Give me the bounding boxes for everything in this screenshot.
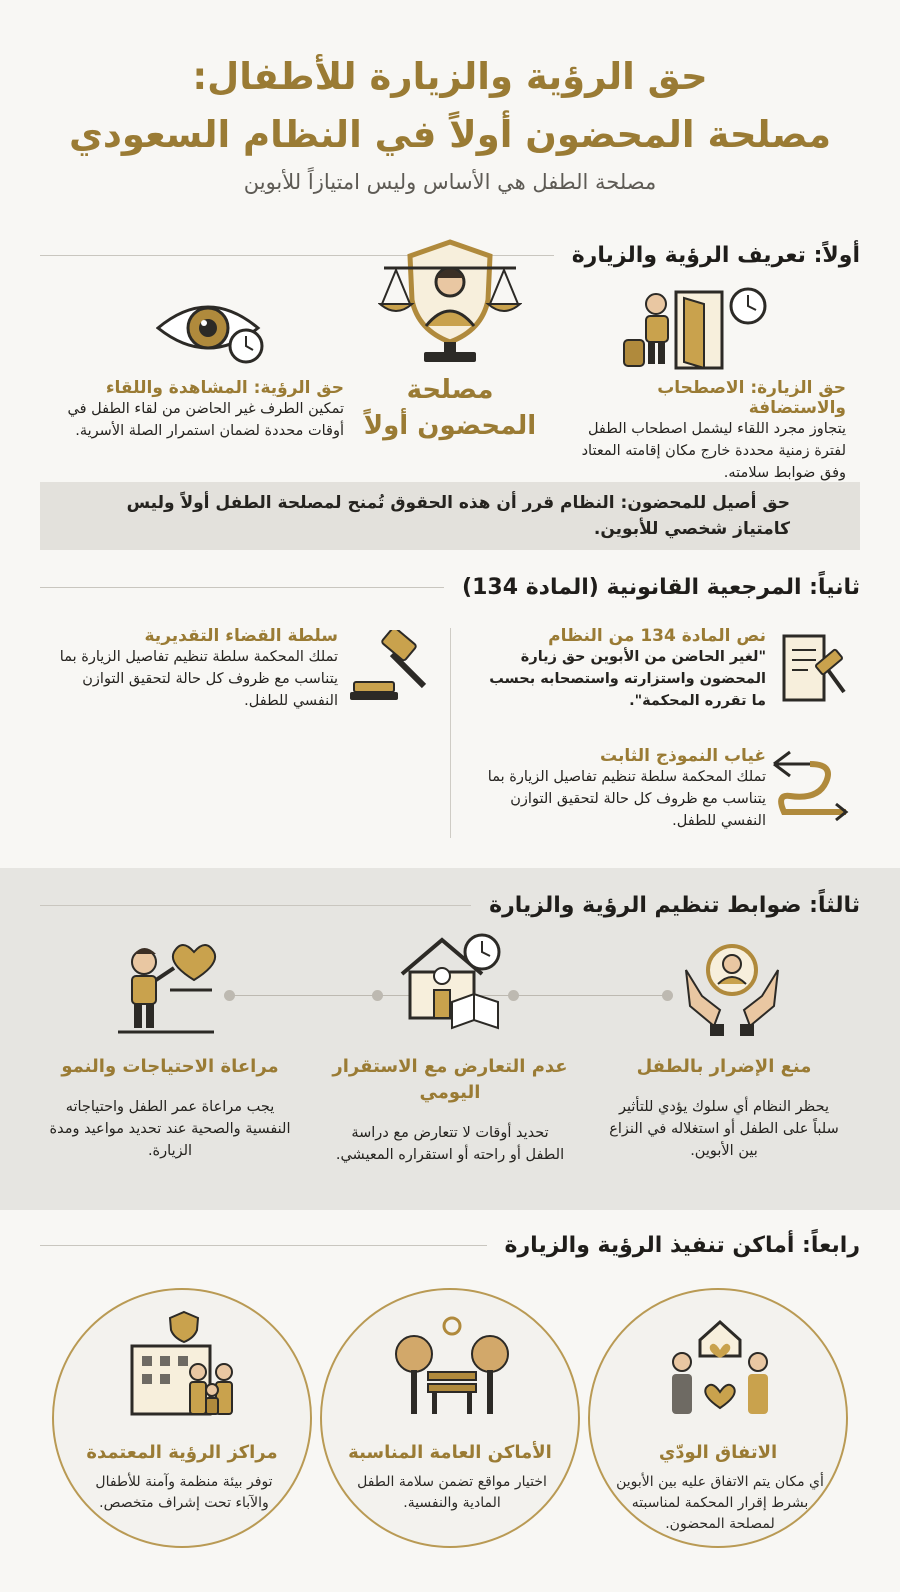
visitation-center-icon	[124, 1310, 244, 1430]
control-item-2-text: تحديد أوقات لا تتعارض مع دراسة الطفل أو راحته أو استقراره المعيشي.	[335, 1125, 565, 1163]
article-block	[476, 626, 766, 712]
section2-heading	[40, 570, 860, 604]
divider	[40, 905, 471, 906]
control-item-2	[330, 1054, 570, 1166]
place-card-1-title: الاتفاق الودّي	[658, 1442, 778, 1463]
center-label: مصلحة المحضون أولاً	[363, 375, 537, 441]
place-card-2-title: الأماكن العامة المناسبة	[348, 1442, 552, 1463]
control-item-1-title: منع الإضرار بالطفل	[636, 1056, 812, 1077]
divider	[40, 1245, 487, 1246]
connector-dot	[662, 990, 673, 1001]
hands-protect-icon	[680, 940, 784, 1040]
section1-title: أولاً: تعريف الرؤية والزيارة	[571, 242, 860, 268]
article-title: نص المادة 134 من النظام	[548, 626, 766, 646]
control-item-1-text: يحظر النظام أي سلوك يؤدي للتأثير سلباً على الطفل أو استغلاله في النزاع بين الأبوين.	[609, 1099, 839, 1159]
handshake-home-icon	[660, 1310, 780, 1430]
no-model-text: تملك المحكمة سلطة تنظيم تفاصيل الزيارة بما يتناسب مع ظروف كل حالة لتحقيق التوازن النفسي للطفل.	[487, 769, 766, 829]
section3-title: ثالثاً: ضوابط تنظيم الرؤية والزيارة	[489, 892, 860, 918]
place-card-2-text: اختيار مواقع تضمن سلامة الطفل المادية والنفسية.	[357, 1474, 547, 1511]
section4-heading	[40, 1228, 860, 1262]
court-block	[56, 626, 338, 712]
document-gavel-icon	[776, 630, 850, 706]
eye-clock-icon	[156, 296, 268, 366]
header	[0, 48, 900, 194]
gavel-icon	[350, 630, 432, 702]
court-text: تملك المحكمة سلطة تنظيم تفاصيل الزيارة بما يتناسب مع ظروف كل حالة لتحقيق التوازن النفسي للطفل.	[59, 649, 338, 709]
place-card-3-title: مراكز الرؤية المعتمدة	[86, 1442, 278, 1463]
visit-right-text: يتجاوز مجرد اللقاء ليشمل اصطحاب الطفل لفترة زمنية محددة خارج مكان إقامته المعتاد وفق ضوابط سلامته.	[581, 421, 846, 481]
child-heart-icon	[118, 938, 218, 1042]
page-title-line2: مصلحة المحضون أولاً في النظام السعودي	[68, 113, 832, 156]
home-clock-book-icon	[396, 932, 504, 1032]
control-item-2-title: عدم التعارض مع الاستقرار اليومي	[332, 1056, 568, 1103]
visit-right-block	[556, 378, 846, 484]
place-card-1	[588, 1288, 848, 1548]
connector-dot	[224, 990, 235, 1001]
no-model-block	[476, 746, 766, 832]
section3-heading	[40, 888, 860, 922]
article-text: "لغير الحاضن من الأبوين حق زيارة المحضون واستزارته واستصحابه بحسب ما تقرره المحكمة".	[489, 649, 766, 709]
control-item-3-text: يجب مراعاة عمر الطفل واحتياجاته النفسية والصحية عند تحديد مواعيد ومدة الزيارة.	[49, 1099, 291, 1159]
control-item-3	[46, 1054, 294, 1162]
no-model-title: غياب النموذج الثابت	[600, 746, 766, 766]
winding-path-icon	[770, 746, 850, 822]
place-card-3	[52, 1288, 312, 1548]
child-right-banner: حق أصيل للمحضون: النظام قرر أن هذه الحقوق تُمنح لمصلحة الطفل أولاً وليس كامتياز شخصي للأبوين.	[40, 482, 860, 550]
control-item-1	[604, 1054, 844, 1162]
view-right-text: تمكين الطرف غير الحاضن من لقاء الطفل في أوقات محددة لضمان استمرار الصلة الأسرية.	[67, 401, 344, 439]
child-door-icon	[622, 284, 772, 370]
section2-title: ثانياً: المرجعية القانونية (المادة 134)	[462, 574, 860, 600]
place-card-2	[320, 1288, 580, 1548]
connector-dot	[372, 990, 383, 1001]
page-title-line1: حق الرؤية والزيارة للأطفال:	[192, 55, 708, 98]
section4-title: رابعاً: أماكن تنفيذ الرؤية والزيارة	[504, 1232, 860, 1258]
place-card-1-text: أي مكان يتم الاتفاق عليه بين الأبوين بشرط إقرار المحكمة لمناسبته لمصلحة المحضون.	[616, 1474, 824, 1532]
court-title: سلطة القضاء التقديرية	[144, 626, 338, 646]
divider	[40, 587, 444, 588]
park-bench-icon	[392, 1310, 512, 1430]
justice-shield-icon	[378, 238, 522, 364]
control-item-3-title: مراعاة الاحتياجات والنمو	[61, 1056, 279, 1077]
visit-right-title: حق الزيارة: الاصطحاب والاستضافة	[657, 378, 846, 418]
place-card-3-text: توفر بيئة منظمة وآمنة للأطفال والآباء تحت إشراف متخصص.	[95, 1474, 273, 1511]
page-subtitle: مصلحة الطفل هي الأساس وليس امتيازاً للأبوين	[243, 170, 657, 194]
connector-dot	[508, 990, 519, 1001]
view-right-block	[64, 378, 344, 442]
vertical-divider	[450, 628, 451, 838]
view-right-title: حق الرؤية: المشاهدة واللقاء	[105, 378, 344, 398]
